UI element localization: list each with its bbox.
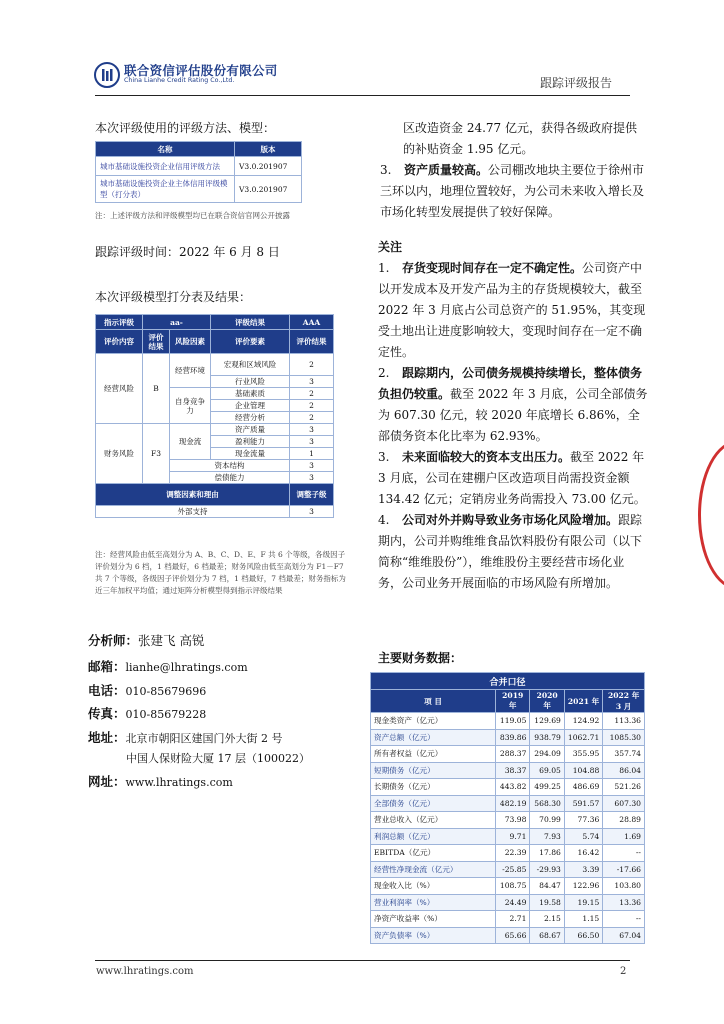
model-version: V3.0.201907 [235,176,302,203]
concern-item [378,447,648,510]
company-name-en: China Lianhe Credit Rating Co.,Ltd. [124,77,235,84]
score-factor: 盈利能力 [211,436,290,448]
financial-table [370,672,645,944]
concern-title: 关注 [378,240,403,254]
continued-line-2: 的补贴资金 1.95 亿元。 [403,142,534,156]
fin-row [371,845,645,862]
op-risk-label: 经营风险 [96,354,143,424]
fin-row-label: 营业总收入（亿元） [371,812,496,829]
fin-cell: 355.95 [564,746,602,763]
concern-number: 4. [378,513,390,527]
fin-cell: 113.36 [603,713,645,730]
header-divider [95,95,630,96]
methods-note: 注：上述评级方法和评级模型均已在联合资信官网公开披露 [95,211,290,220]
company-logo [94,62,120,88]
fin-cell: 38.37 [496,762,530,779]
score-head-cell: 评价结果 [143,330,170,354]
fin-cell: 66.50 [564,927,602,944]
score-top-cell: 指示评级 [96,315,143,330]
self-comp-label: 自身竞争力 [170,388,211,424]
concern-item [378,258,648,363]
fin-cell: 69.05 [530,762,564,779]
fin-risk-label: 财务风险 [96,424,143,484]
fin-cell: 24.49 [496,894,530,911]
fin-cell: -25.85 [496,861,530,878]
score-top-cell: 评级结果 [211,315,290,330]
score-value: 2 [290,388,334,400]
score-value: 2 [290,354,334,376]
fin-cell: 5.74 [564,828,602,845]
address-value-1: 北京市朝阳区建国门外大街 2 号 [125,732,283,745]
email-label: 邮箱： [88,659,126,674]
analysts-names: 张建飞 高锐 [138,633,205,648]
fin-header: 项 目 [371,690,496,713]
analysts-label: 分析师： [88,633,139,648]
method-link[interactable]: 城市基础设施投资企业信用评级方法 [96,157,235,176]
fin-row-label: 短期债务（亿元） [371,762,496,779]
fin-cell: 119.05 [496,713,530,730]
score-factor: 资本结构 [170,460,290,472]
score-factor: 宏观和区域风险 [211,354,290,376]
fax-value: 010-85679228 [125,708,207,721]
phone-line [88,680,206,702]
fin-row-label: 所有者权益（亿元） [371,746,496,763]
analysts-line [88,630,205,651]
concern-heading: 跟踪期内，公司债务规模持续增长，整体债务负担仍较重。 [378,366,643,401]
fin-cell: -- [603,911,645,928]
score-factor: 企业管理 [211,400,290,412]
fin-row-label: 全部债务（亿元） [371,795,496,812]
fin-cell: 486.69 [564,779,602,796]
fin-cell: 124.92 [564,713,602,730]
score-value: 3 [290,424,334,436]
email-value[interactable]: lianhe@lhratings.com [125,661,248,674]
fin-cell: 9.71 [496,828,530,845]
score-value: 1 [290,448,334,460]
score-value: 2 [290,412,334,424]
fin-cell: 103.80 [603,878,645,895]
concern-text: 跟踪期内，公司并购维维食品饮料股份有限公司（以下简称“维维股份”），维维股份主要经营市场化业务，公司业务开展面临的市场风险有所增加。 [378,513,643,590]
fin-cell: 22.39 [496,845,530,862]
adjust-value: 3 [290,506,334,518]
score-top-cell: aa- [143,315,211,330]
op-risk-result: B [143,354,170,424]
methods-title: 本次评级使用的评级方法、模型： [95,121,276,135]
strength-text: 公司棚改地块主要位于徐州市三环以内，地理位置较好，为公司未来收入增长及市场化转型发展提供了较好保障。 [380,163,645,219]
fax-label: 传真： [88,706,126,721]
fin-cell: 443.82 [496,779,530,796]
concern-number: 2. [378,366,390,380]
fin-cell: 1085.30 [603,729,645,746]
score-value: 3 [290,472,334,484]
score-factor: 现金流量 [211,448,290,460]
website-value[interactable]: www.lhratings.com [125,776,233,789]
fin-header: 2021 年 [564,690,602,713]
strength-number: 3. [380,163,392,177]
adjust-header-level: 调整子级 [290,484,334,506]
score-head-cell: 评价内容 [96,330,143,354]
company-name-cn: 联合资信评估股份有限公司 [124,63,278,78]
fin-cell: 86.04 [603,762,645,779]
fin-cell: 294.09 [530,746,564,763]
fin-row [371,746,645,763]
fin-cell: -17.66 [603,861,645,878]
concern-text: 截至 2022 年 3 月底，公司全部债务为 607.30 亿元，较 2020 年底增长 6.86%，全部债务资本化比率为 62.93%。 [378,387,648,443]
fin-cell: -- [603,845,645,862]
score-factor: 行业风险 [211,376,290,388]
fin-row-label: 营业利润率（%） [371,894,496,911]
website-label: 网址： [88,774,126,789]
score-factor: 经营分析 [211,412,290,424]
fin-row-label: 资产总额（亿元） [371,729,496,746]
fin-cell: 607.30 [603,795,645,812]
fin-cell: 839.86 [496,729,530,746]
score-factor: 资产质量 [211,424,290,436]
company-seal-stamp [698,440,724,590]
fin-cell: 568.30 [530,795,564,812]
model-link[interactable]: 城市基础设施投资企业主体信用评级模型（打分表） [96,176,235,203]
continued-line-1: 区改造资金 24.77 亿元，获得各级政府提供 [403,121,637,135]
score-factor: 基础素质 [211,388,290,400]
fin-row [371,861,645,878]
fin-row [371,812,645,829]
method-version: V3.0.201907 [235,157,302,176]
continued-text [403,118,648,160]
logo-mark-icon [98,66,116,84]
fin-row [371,828,645,845]
adjust-factor: 外部支持 [96,506,290,518]
fin-cell: 521.26 [603,779,645,796]
fin-cell: 13.36 [603,894,645,911]
fin-cell: 65.66 [496,927,530,944]
fin-row-label: 利润总额（亿元） [371,828,496,845]
fin-cell: 499.25 [530,779,564,796]
fin-cell: 1.69 [603,828,645,845]
fin-cell: 2.71 [496,911,530,928]
fin-cell: 938.79 [530,729,564,746]
fin-cell: 104.88 [564,762,602,779]
fin-cell: 288.37 [496,746,530,763]
fin-row [371,729,645,746]
fin-cell: 68.67 [530,927,564,944]
fin-row-label: EBITDA（亿元） [371,845,496,862]
concern-item [378,510,648,594]
score-table [95,314,334,518]
fin-row [371,927,645,944]
fin-cell: -29.93 [530,861,564,878]
fin-row-label: 净资产收益率（%） [371,911,496,928]
fin-cell: 17.86 [530,845,564,862]
fin-row-label: 长期债务（亿元） [371,779,496,796]
fin-cell: 73.98 [496,812,530,829]
fin-header: 2019 年 [496,690,530,713]
score-head-cell: 风险因素 [170,330,211,354]
fin-row-label: 现金收入比（%） [371,878,496,895]
fin-cell: 84.47 [530,878,564,895]
methods-header-version: 版本 [235,142,302,157]
fin-header: 2020 年 [530,690,564,713]
email-line [88,656,248,678]
fin-cell: 1.15 [564,911,602,928]
footer-url[interactable]: www.lhratings.com [96,966,194,977]
score-value: 2 [290,400,334,412]
score-head-cell: 评价要素 [211,330,290,354]
fin-risk-result: F3 [143,424,170,484]
fin-cell: 482.19 [496,795,530,812]
adjust-header: 调整因素和理由 [96,484,290,506]
score-title: 本次评级模型打分表及结果： [95,290,252,304]
fin-cell: 7.93 [530,828,564,845]
concern-number: 1. [378,261,390,275]
fin-row-label: 经营性净现金流（亿元） [371,861,496,878]
fin-cell: 357.74 [603,746,645,763]
score-head-cell: 评价结果 [290,330,334,354]
concern-heading: 公司对外并购导致业务市场化风险增加。 [402,513,619,527]
cash-flow-label: 现金流 [170,424,211,460]
concern-list [378,258,648,594]
fin-row [371,795,645,812]
fin-cell: 591.57 [564,795,602,812]
methods-header-name: 名称 [96,142,235,157]
concern-text: 公司资产中以开发成本及开发产品为主的存货规模较大，截至 2022 年 3 月底占公司总资产的 51.95%，其变现受土地出让进度影响较大，变现时间存在一定不确定性。 [378,261,646,359]
fin-row-label: 现金类资产（亿元） [371,713,496,730]
fin-row [371,762,645,779]
concern-heading: 存货变现时间存在一定不确定性。 [402,261,583,275]
fin-cell: 67.04 [603,927,645,944]
fin-cell: 1062.71 [564,729,602,746]
page-number: 2 [620,966,627,977]
website-line [88,771,233,793]
concern-heading: 未来面临较大的资本支出压力。 [402,450,571,464]
fin-cell: 70.99 [530,812,564,829]
methods-table [95,141,302,203]
phone-label: 电话： [88,683,126,698]
address-label: 地址： [88,730,126,745]
fin-cell: 28.89 [603,812,645,829]
fin-cell: 3.39 [564,861,602,878]
report-type: 跟踪评级报告 [540,76,613,90]
fin-row [371,894,645,911]
score-value: 3 [290,376,334,388]
score-value: 3 [290,460,334,472]
rating-time: 跟踪评级时间：2022 年 6 月 8 日 [95,245,280,259]
concern-text: 截至 2022 年 3 月底，公司在建棚户区改造项目尚需投资金额 134.42 亿元；定销房业务尚需投入 73.00 亿元。 [378,450,646,506]
fax-line [88,703,206,725]
address-value-2: 中国人保财险大厦 17 层（100022） [126,752,310,765]
fin-cell: 19.15 [564,894,602,911]
fin-cell: 2.15 [530,911,564,928]
fin-cell: 16.42 [564,845,602,862]
fin-cell: 77.36 [564,812,602,829]
fin-title: 主要财务数据： [378,651,463,665]
address-line [88,727,283,749]
phone-value: 010-85679696 [125,685,207,698]
score-factor: 偿债能力 [170,472,290,484]
fin-row [371,911,645,928]
concern-item [378,363,648,447]
fin-row-label: 资产负债率（%） [371,927,496,944]
fin-header: 2022 年 3 月 [603,690,645,713]
strength-heading: 资产质量较高。 [404,163,489,177]
fin-cell: 108.75 [496,878,530,895]
score-value: 3 [290,436,334,448]
score-top-cell: AAA [290,315,334,330]
fin-caption: 合并口径 [371,673,645,690]
fin-row [371,779,645,796]
fin-cell: 19.58 [530,894,564,911]
footer-divider [95,960,630,961]
fin-cell: 122.96 [564,878,602,895]
fin-row [371,713,645,730]
score-note: 注：经营风险由低至高划分为 A、B、C、D、E、F 共 6 个等级，各级因子评价划分为 6 档，1 档最好，6 档最差；财务风险由低至高划分为 F1－F7 共 7 个等级，各级因子评价划分为 7 档，1 档最好，7 档最差；财务指标为近三年加权平均值；通过矩阵分析模型得到指示评级结果 [95,550,346,595]
fin-row [371,878,645,895]
fin-cell: 129.69 [530,713,564,730]
op-env-label: 经营环境 [170,354,211,388]
strength-item-3 [380,160,648,223]
concern-number: 3. [378,450,390,464]
